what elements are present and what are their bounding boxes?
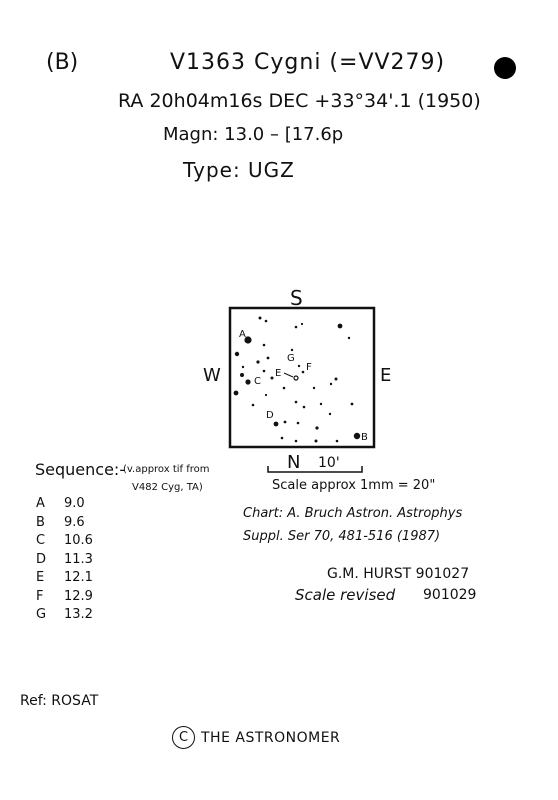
sequence-magnitude: 9.0 <box>64 496 85 511</box>
reference: Ref: ROSAT <box>20 693 99 709</box>
chart-frame <box>230 308 374 447</box>
star <box>284 421 287 424</box>
star-label-c: C <box>254 376 261 387</box>
sequence-letter: E <box>36 570 45 585</box>
star <box>320 403 322 405</box>
scale-revised-label: Scale revised <box>295 586 396 604</box>
star <box>263 370 266 373</box>
star <box>267 357 270 360</box>
star <box>335 378 338 381</box>
star <box>256 360 259 363</box>
star-field <box>234 317 361 443</box>
star-label-f: F <box>306 362 312 373</box>
star <box>259 317 262 320</box>
star <box>295 440 298 443</box>
variable-type: Type: UGZ <box>183 158 295 182</box>
sequence-letter: G <box>36 607 47 622</box>
star <box>303 406 306 409</box>
star <box>291 349 293 351</box>
star <box>295 401 298 404</box>
sequence-magnitude: 10.6 <box>64 533 93 548</box>
star <box>245 379 250 384</box>
scale-bar <box>268 466 362 472</box>
star <box>338 324 343 329</box>
star-label-g: G <box>287 353 295 364</box>
star <box>329 413 331 415</box>
direction-label-bottom: N <box>287 452 301 473</box>
sequence-magnitude: 11.3 <box>64 551 93 567</box>
star <box>348 337 350 339</box>
star <box>298 365 300 367</box>
star <box>252 404 255 407</box>
scale-bar-label: 10' <box>318 455 340 471</box>
sequence-letter: D <box>36 551 47 567</box>
sequence-magnitude: 12.1 <box>64 570 93 585</box>
star-title: V1363 Cygni (=VV279) <box>170 50 446 75</box>
star <box>265 320 268 323</box>
star <box>354 433 360 439</box>
scale-approx: Scale approx 1mm = 20" <box>272 478 436 493</box>
star <box>234 391 239 396</box>
chart-source: Chart: A. Bruch Astron. Astrophys <box>243 506 463 521</box>
sequence-letter: B <box>36 514 45 530</box>
star <box>242 366 244 368</box>
magnitude-range: Magn: 13.0 – [17.6p <box>163 124 344 145</box>
star-label-d: D <box>266 410 274 421</box>
direction-label-top: S <box>290 286 303 310</box>
star <box>336 440 339 443</box>
sequence-title: Sequence:- <box>35 460 126 479</box>
star <box>313 387 315 389</box>
star <box>263 344 266 347</box>
star <box>302 371 305 374</box>
star <box>351 403 354 406</box>
sequence-magnitude: 9.6 <box>64 514 85 530</box>
chart-supplement: Suppl. Ser 70, 481-516 (1987) <box>243 529 441 544</box>
sequence-note: V482 Cyg, TA) <box>132 482 203 493</box>
sequence-magnitude: 13.2 <box>64 607 93 622</box>
chart-label: (B) <box>46 50 79 75</box>
star <box>295 326 298 329</box>
star <box>235 352 239 356</box>
star-label-e: E <box>275 368 282 379</box>
star <box>301 323 303 325</box>
star <box>274 422 279 427</box>
star <box>281 437 284 440</box>
sequence-letter: F <box>36 588 44 604</box>
star <box>297 422 300 425</box>
sequence-note: (v.approx tif from <box>123 464 210 475</box>
coordinates: RA 20h04m16s DEC +33°34'.1 (1950) <box>118 90 481 112</box>
author-signature: G.M. HURST 901027 <box>327 566 470 582</box>
star <box>315 440 318 443</box>
sequence-letter: C <box>36 533 46 548</box>
star <box>283 387 286 390</box>
copyright-icon: C <box>172 726 195 749</box>
star <box>265 394 267 396</box>
star <box>240 373 244 377</box>
copyright-text: THE ASTRONOMER <box>201 730 341 746</box>
star <box>271 377 274 380</box>
sequence-letter: A <box>36 496 45 511</box>
star-label-b: B <box>361 432 368 443</box>
star <box>330 383 332 385</box>
direction-label-west: W <box>203 365 221 386</box>
direction-label-east: E <box>380 365 392 386</box>
pointer-line <box>284 373 293 377</box>
variable-star-marker <box>294 376 298 380</box>
star <box>315 426 318 429</box>
scale-revised-date: 901029 <box>423 587 477 603</box>
sequence-magnitude: 12.9 <box>64 588 93 604</box>
star-label-a: A <box>239 329 246 340</box>
